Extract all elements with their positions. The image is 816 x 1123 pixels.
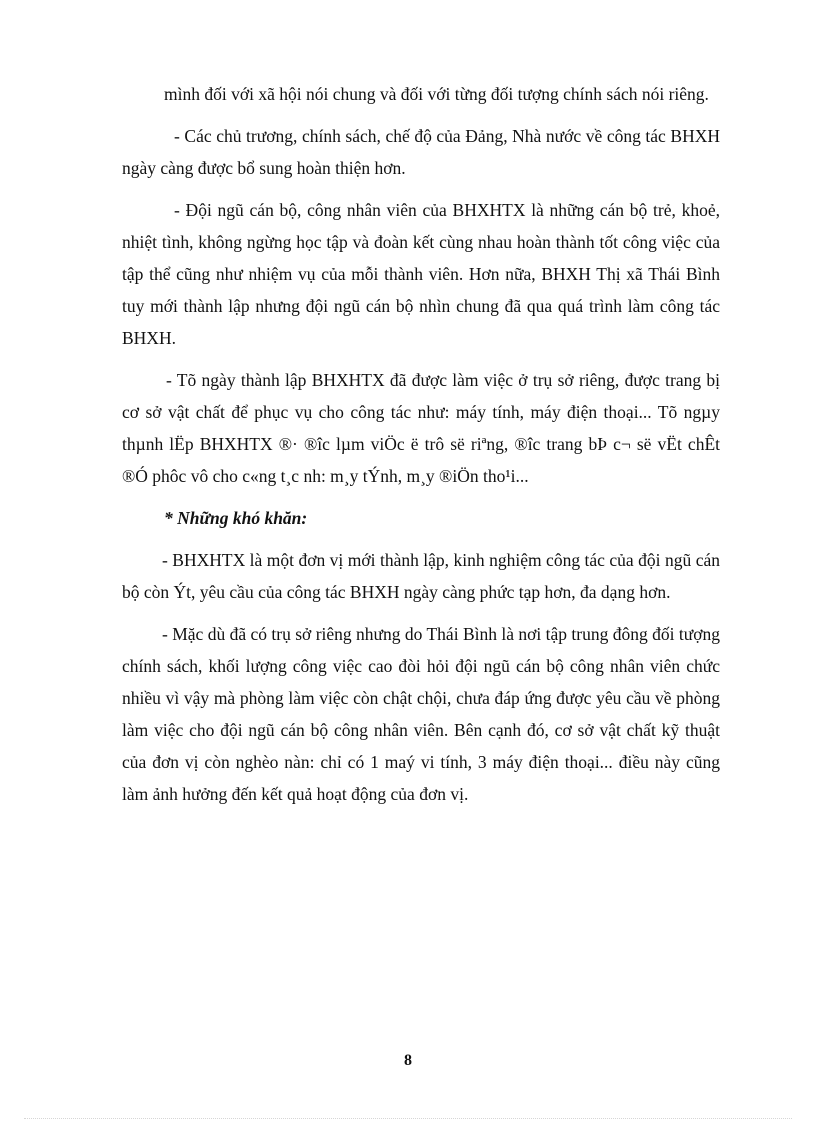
paragraph-office: - Tõ ngày thành lập BHXHTX đã được làm việc ở trụ sở riêng, được trang bị cơ sở vật chất để phục vụ cho công tác như: máy tính, máy điện thoại... Tõ ngµy thµnh lËp BHXHTX ®· ®îc lµm viÖc ë trô së riªng, ®îc trang bÞ c¬ së vËt chÊt ®Ó phôc vô cho c«ng t¸c nh: m¸y tÝnh, m¸y ®iÖn tho¹i... (122, 370, 720, 486)
footer-divider (24, 1118, 792, 1119)
paragraph-continuation: mình đối với xã hội nói chung và đối với từng đối tượng chính sách nói riêng. (164, 84, 709, 104)
body-text (122, 78, 720, 820)
paragraph-difficulty-experience: - BHXHTX là một đơn vị mới thành lập, kinh nghiệm công tác của đội ngũ cán bộ còn Ýt, yêu cầu của công tác BHXH ngày càng phức tạp hơn, đa dạng hơn. (122, 550, 720, 602)
page-number: 8 (404, 1052, 412, 1069)
paragraph-difficulty-facilities: - Mặc dù đã có trụ sở riêng nhưng do Thái Bình là nơi tập trung đông đối tượng chính sách, khối lượng công việc cao đòi hỏi đội ngũ cán bộ công nhân viên chức nhiều vì vậy mà phòng làm việc còn chật chội, chưa đáp ứng được yêu cầu về phòng làm việc cho đội ngũ cán bộ công nhân viên. Bên cạnh đó, cơ sở vật chất kỹ thuật của đơn vị còn nghèo nàn: chỉ có 1 maý vi tính, 3 máy điện thoại... điều này cũng làm ảnh hưởng đến kết quả hoạt động của đơn vị. (122, 624, 720, 804)
paragraph-policy: - Các chủ trương, chính sách, chế độ của Đảng, Nhà nước về công tác BHXH ngày càng được bổ sung hoàn thiện hơn. (122, 126, 720, 178)
heading-difficulties: * Những khó khăn: (164, 508, 308, 528)
paragraph-staff: - Đội ngũ cán bộ, công nhân viên của BHXHTX là những cán bộ trẻ, khoẻ, nhiệt tình, không ngừng học tập và đoàn kết cùng nhau hoàn thành tốt công việc của tập thể cũng như nhiệm vụ của mỗi thành viên. Hơn nữa, BHXH Thị xã Thái Bình tuy mới thành lập nhưng đội ngũ cán bộ nhìn chung đã qua quá trình làm công tác BHXH. (122, 200, 720, 348)
